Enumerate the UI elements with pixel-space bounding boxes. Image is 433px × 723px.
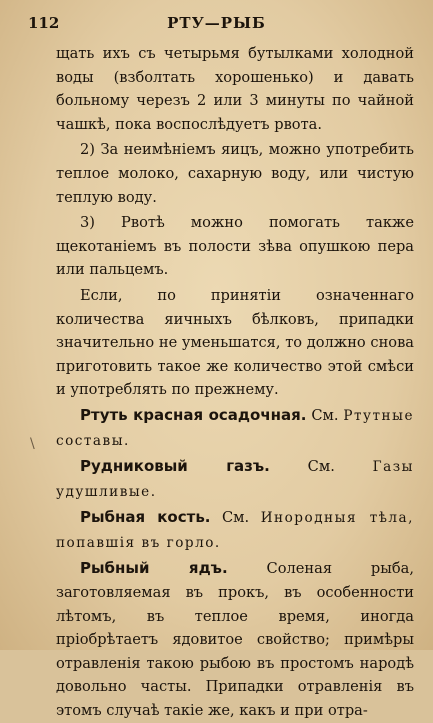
entry-mine-gas [56,455,414,504]
entry-reference: Инородныя тѣла, попавшія въ горло. [56,510,414,551]
paragraph-if: Если, по принятіи означеннаго количества яичныхъ бѣлковъ, припадки значительно не уменьшатся, то должно снова приготовить такое же количество этой смѣси и употреблять по прежнему. [56,286,414,399]
paragraph-continuation: щать ихъ съ четырьмя бутылками холодной воды (взболтать хорошенько) и давать больному черезъ 2 или 3 минуты по чайной чашкѣ, пока воспослѣдуетъ рвота. [56,45,414,133]
entry-headword: Рыбный ядъ. [80,559,228,578]
entry-headword: Ртуть красная осадочная. [80,405,307,424]
entry-fish-bone [56,506,414,555]
entry-mercury [56,404,414,453]
entry-reference: Ртутные составы. [56,407,414,449]
running-head: РТУ—РЫБ [167,14,266,32]
entry-fish-poison [56,557,414,722]
page-header [28,14,405,34]
entry-headword: Рудниковый газъ. [80,457,270,476]
entry-see: См. [222,509,250,527]
margin-mark: \ [30,436,35,452]
entry-see: См. [307,458,335,476]
paragraph-item-2: 2) За неимѣніемъ яицъ, можно употребить теплое молоко, сахарную воду, или чистую теплую воду. [56,141,414,206]
entry-see: См. [311,406,339,424]
body-text [56,42,414,723]
entry-text: Соленая рыба, заготовляемая въ прокъ, въ особенности лѣтомъ, въ теплое время, иногда пріобрѣтаетъ ядовитое свойство; примѣры отравленія такою рыбою въ простомъ народѣ довольно часты. Припадки отравленія въ этомъ случаѣ такіе же, какъ и при отра- [56,560,415,720]
page-number: 112 [28,14,60,32]
entry-reference: Газы удушливые. [56,459,414,500]
entry-headword: Рыбная кость. [80,508,211,527]
paragraph-item-3: 3) Рвотѣ можно помогать также щекотаніемъ въ полости зѣва опушкою пера или пальцемъ. [56,214,414,279]
